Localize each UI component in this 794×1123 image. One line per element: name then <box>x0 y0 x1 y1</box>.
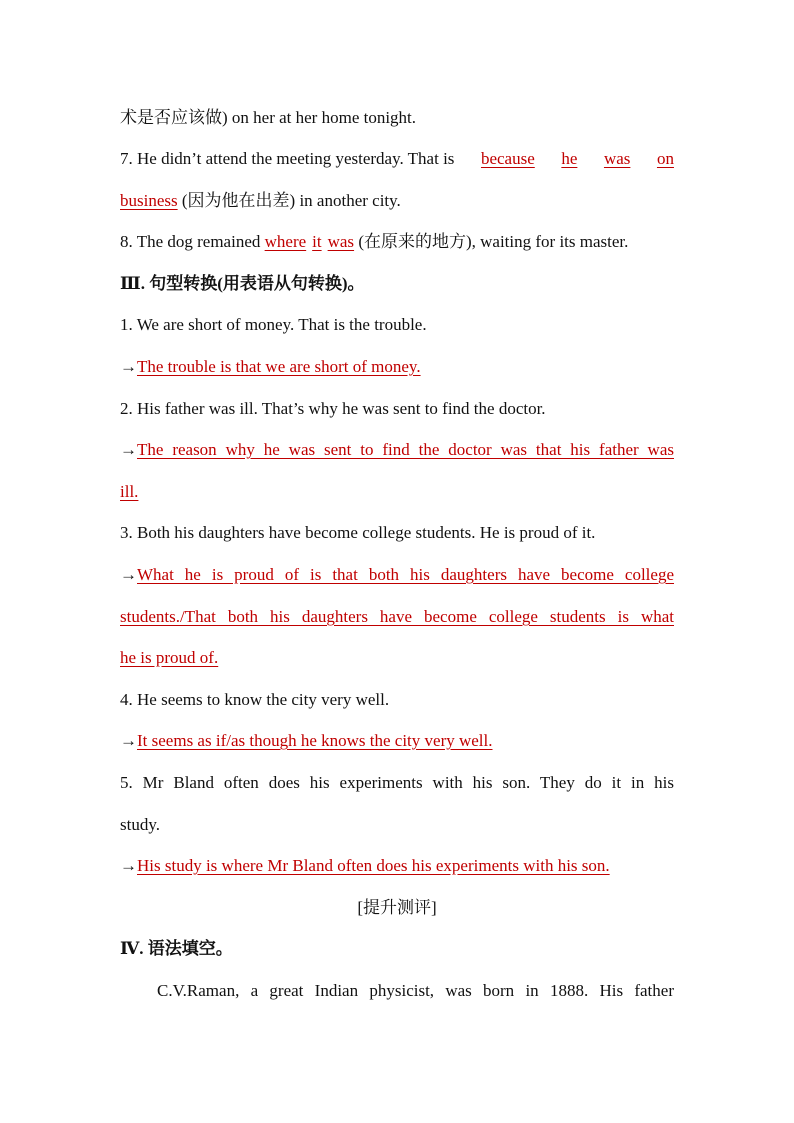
question-7-text: (因为他在出差) in another city. <box>177 191 401 210</box>
answer-2-line1 <box>120 438 674 462</box>
arrow-icon: → <box>120 731 137 750</box>
answer-3-line3 <box>120 646 674 670</box>
question-7-text: 7. He didn’t attend the meeting yesterday. That is <box>120 149 455 168</box>
answer-5 <box>120 854 674 878</box>
answer-blank: was <box>327 232 355 251</box>
answer-2-line2 <box>120 480 674 504</box>
exercise-5-line2 <box>120 813 674 837</box>
assessment-heading: [提升测评] <box>357 898 437 917</box>
arrow-icon: → <box>120 856 137 875</box>
question-7-line1 <box>120 147 674 171</box>
exercise-text: 4. He seems to know the city very well. <box>120 690 390 709</box>
question-7-line2 <box>120 189 674 213</box>
question-8-text: (在原来的地方), waiting for its master. <box>354 232 629 251</box>
answer-text: What he is proud of is that both his daughters have become college <box>137 565 674 584</box>
answer-text: His study is where Mr Bland often does his experiments with his son. <box>137 856 610 875</box>
exercise-text: 3. Both his daughters have become college students. He is proud of it. <box>120 523 596 542</box>
exercise-3 <box>120 521 674 545</box>
arrow-icon: → <box>120 440 137 459</box>
answer-blank: because <box>480 149 535 168</box>
exercise-text: 1. We are short of money. That is the trouble. <box>120 315 427 334</box>
answer-text: students./That both his daughters have become college students is what <box>120 607 674 626</box>
section-3-title: Ⅲ. 句型转换(用表语从句转换)。 <box>120 274 365 293</box>
answer-text: It seems as if/as though he knows the city very well. <box>137 731 493 750</box>
arrow-icon: → <box>120 357 137 376</box>
answer-blank: where <box>264 232 307 251</box>
answer-3-line1 <box>120 563 674 587</box>
passage-line <box>157 979 674 1003</box>
answer-blank: on <box>656 149 674 168</box>
question-8-text: 8. The dog remained <box>120 232 265 251</box>
exercise-1 <box>120 313 674 337</box>
section-4-title: Ⅳ. 语法填空。 <box>120 939 233 958</box>
answer-3-line2 <box>120 605 674 629</box>
subsection-title <box>0 896 794 920</box>
question-8 <box>120 230 674 254</box>
answer-4 <box>120 729 674 753</box>
answer-blank: it <box>312 232 322 251</box>
exercise-text: 2. His father was ill. That’s why he was sent to find the doctor. <box>120 399 546 418</box>
exercise-text: study. <box>120 815 160 834</box>
exercise-5-line1 <box>120 771 674 795</box>
answer-text: ill. <box>120 482 139 501</box>
answer-1 <box>120 355 674 379</box>
section-heading <box>120 937 674 961</box>
arrow-icon: → <box>120 565 137 584</box>
exercise-text: 5. Mr Bland often does his experiments with his son. They do it in his <box>120 773 674 792</box>
answer-blank: he <box>561 149 578 168</box>
exercise-2 <box>120 397 674 421</box>
answer-text: he is proud of. <box>120 648 219 667</box>
answer-blank: was <box>603 149 631 168</box>
exercise-4 <box>120 688 674 712</box>
answer-text: The trouble is that we are short of money. <box>137 357 421 376</box>
passage-text: C.V.Raman, a great Indian physicist, was born in 1888. His father <box>157 981 674 1000</box>
section-heading <box>120 272 674 296</box>
sentence-fragment: 术是否应该做) on her at her home tonight. <box>120 108 417 127</box>
answer-blank: business <box>120 191 178 210</box>
answer-text: The reason why he was sent to find the doctor was that his father was <box>137 440 674 459</box>
text-line <box>120 106 674 130</box>
